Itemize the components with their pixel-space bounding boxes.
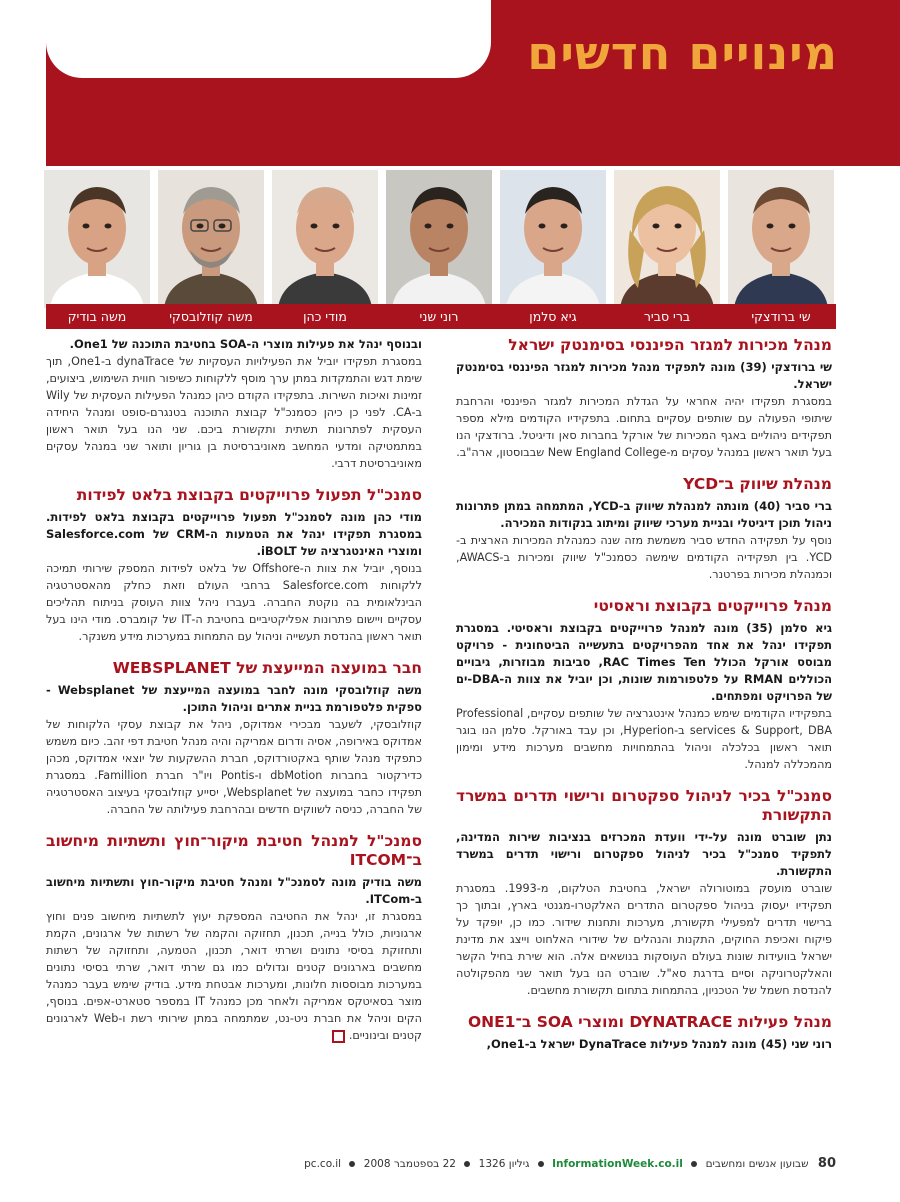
caption-strip [46,304,836,329]
article-section [456,336,832,461]
section-body-text: בנוסף, יוביל את צוות ה-Offshore של בלאט לפידות המספק שירותי תמיכה ללקוחות Salesforce.com ברחבי העולם וזאת כחלק מהאסטרטגיה הבינלאומית בה נוקטת החברה. בעברו ניהל צוות העוסק בניתוח תהליכים עסקיים ויישום פתרונות אפליקטיביים בחטיבת ה-IT של קומברס. מודי הינו בעל תואר ראשון בהנדסת תעשייה וניהול עם התמחות במערכות מידע משנקר. [46,562,423,643]
section-heading: מנהלת שיווק ב־YCD [683,475,832,493]
section-body-text: במסגרת תפקידו יהיה אחראי על הגדלת המכירות למגזר הפיננסי והרחבת שיתופי הפעולה עם שותפים עסקיים בתחום. בתפקידיו הקודמים מילא מספר תפקידים ניהוליים באגף המכירות של אורקל בחברות סאן ודיגיטל. ברודצקי הנו בעל תואר ראשון במנהל עסקים מ-New England College שבבוסטון, ארה"ב. [456,395,832,459]
page-title: מינויים חדשים [527,26,838,80]
section-lead: משה קוזלובסקי מונה לחבר במועצה המייעצת של Websplanet - ספקית פלטפורמת בניית אתרים וניהול התוכן. [46,683,422,714]
header-notch [46,0,491,78]
issue-date: 22 בספטמבר 2008 [363,1158,456,1170]
article-section [46,659,422,818]
section-lead: רוני שני (45) מונה למנהל פעילות DynaTrace ישראל ב-One1, [486,1037,832,1051]
section-heading: סמנכ"ל תפעול פרוייקטים בקבוצת בלאט לפידות [76,486,422,504]
end-of-article-icon [332,1030,345,1043]
section-body [46,908,422,1044]
article-section [456,475,832,583]
issue-number: גיליון 1326 [478,1158,530,1170]
bullet-icon [691,1161,697,1167]
section-body-text: במסגרת תפקידו יוביל את הפעילויות העסקיות של dynaTrace ב-One1, תוך שימת דגש והתמקדות במתן ערך מוסף ללקוחות כשיפור חווית השימוש, ביצועים, זמינות ואיכות השירות. בתפקידו הקודם כיהן כמנהל הפעילות העסקית של Wily ב-CA. לפני כן כיהן כסמנכ"ל קבוצת התוכנה בטנגרם-סופט ומנהל היחידה העסקית לפתרונות תשתית ותקשורת ביכם. שני הנו בעל תואר ראשון במתמטיקה ומדעי המחשב מאוניברסיטת בן גוריון ותואר שני במנהל עסקים מאוניברסיטת דרבי. [46,355,422,470]
article-section [456,597,832,773]
portrait-caption: רוני שני [419,309,459,324]
section-heading: חבר במועצה המייעצת של WEBSPLANET [112,659,422,677]
section-lead: נתן שוברט מונה על-ידי וועדת המכרזים בנציבות שירות המדינה, לתפקיד סמנכ"ל בכיר לניהול ספקטרום ורישוי תדרים במשרד התקשורת. [456,830,832,878]
portrait-caption: מודי כהן [303,309,347,324]
section-lead: גיא סלמן (35) מונה למנהל פרוייקטים בקבוצת וראסיטי. במסגרת תפקידו ינהל את אחד מהפרויקטים בתעשייה הביטחונית - פרויקט מבוסס אורקל הכולל RAC Times Ten, סביבות מבוזרות, גיבויים הכוללים RMAN על פלטפורמות שונות, וכן יוביל את צוות ה-DBA-ים של הפרויקט ומפתחים. [456,621,832,703]
section-body [456,705,832,773]
section-body [46,716,422,818]
section-heading: מנהל מכירות למגזר הפיננסי בסימנטק ישראל [508,336,832,354]
pc-site-link[interactable]: pc.co.il [304,1158,342,1170]
section-lead: שי ברודצקי (39) מונה לתפקיד מנהל מכירות למגזר הפיננסי בסימנטק ישראל. [456,360,832,391]
photo-strip [46,170,836,310]
section-body-text: במסגרת זו, ינהל את החטיבה המספקת יעוץ לתשתיות מיחשוב פנים וחוץ ארגוניות, כולל בנייה, תכנון, תחזוקה והקמה של רשתות של ארגונים, הקמת ותחזוקת בסיסי נתונים ושרתי דואר, תכנון, הטמעה, ותחזוקה של רשתות מחשבים בארגונים קטנים וגדולים כמו גם שרתי דואר, שרתי בסיסי נתונים במערכות מבוססות חלונות, ומערכות אבטחת מידע. בודיק שימש בעבר כמנהל מוצר בסאיטקס אמריקה ולאחר מכן כמנהל IT במספר סטארט-אפים. בנוסף, הקים וניהל את חברת ניט-נט, שמתמחה במתן שירותי רשת ו-Web לארגונים קטנים ובינוניים. [46,910,423,1042]
portrait-photo [158,170,264,308]
portrait-caption: ברי סביר [643,309,691,324]
section-body-text: נוסף על תפקידה החדש סביר משמשת מזה שנה כמנהלת המכירות הארצית ב-YCD. בין תפקידיה הקודמים שימשה כסמנכ"ל שיווק ומכירות ב-AWACS, וכמנהלת מכירות בפרטנר. [456,534,832,581]
page-footer [46,1156,836,1174]
page-number: 80 [817,1156,836,1171]
website-link[interactable]: InformationWeek.co.il [552,1158,683,1170]
section-body [46,560,422,645]
bullet-icon [349,1161,355,1167]
portrait-photo [272,170,378,308]
section-heading: מנהל פעילות DYNATRACE ומוצרי SOA ב־ONE1 [467,1013,832,1031]
portrait-caption: שי ברודצקי [751,309,811,324]
bullet-icon [464,1161,470,1167]
portrait-photo [44,170,150,308]
article-section [46,832,422,1044]
section-heading: מנהל פרוייקטים בקבוצת וראסיטי [593,597,832,615]
bullet-icon [538,1161,544,1167]
portrait-photo [500,170,606,308]
section-body [46,353,422,472]
publication-name: שבועון אנשים ומחשבים [705,1158,809,1170]
section-body-text: שוברט מועסק במוטורולה ישראל, בחטיבת הטלקום, מ-1993. במסגרת תפקידיו יעסוק בניהול ספקטרום התדרים האלקטרו-מגנטי בארץ, ובתוך כך ברישוי תדרים למפעילי תקשורת, מערכות ותחנות שידור. כמו כן, יופקד על פיקוח ואכיפת החוקים, התקנות והנהלים של שידורי האלחוט וייצג את מדינת ישראל בוועידות שונות בעולם העוסקות בנושאים אלה. הוא שירת בחיל הקשר והאלקטרוניקה וסיים בדרגת סא"ל. שוברט הנו בעל תואר שני מהפקולטה להנדסת חשמל של הטכניון, בהתמחות בתחום תקשורת מחשבים. [456,882,833,997]
section-body [456,880,832,999]
portrait-photo [728,170,834,308]
portrait-caption: משה קוזלובסקי [169,309,253,324]
section-lead: ובנוסף ינהל את פעילות מוצרי ה-SOA בחטיבת התוכנה של One1. [69,337,422,351]
article-section [456,1013,832,1053]
portrait-caption: משה בודיק [67,309,127,324]
left-column [46,336,422,1044]
section-heading: סמנכ"ל למנהל חטיבת מיקור־חוץ ותשתיות מיחשוב ב־ITCOM [46,832,422,869]
right-column [456,336,832,1053]
portrait-caption: גיא סלמן [529,309,577,324]
article-section [456,787,832,999]
section-lead: ברי סביר (40) מונתה למנהלת שיווק ב-YCD, המתמחה במתן פתרונות ניהול תוכן דיגיטלי ובניית מערכי שיווק ומיתוג בנקודות המכירה. [456,499,832,530]
article-section [46,486,422,645]
article-section [46,336,422,472]
section-body [456,393,832,461]
section-lead: מודי כהן מונה לסמנכ"ל תפעול פרוייקטים בקבוצת בלאט לפידות. במסגרת תפקידו ינהל את הטמעות ה-CRM של Salesforce.com ומוצרי האינטגרציה של iBOLT. [46,510,423,558]
section-body [456,532,832,583]
section-body-text: בתפקידיו הקודמים שימש כמנהל אינטגרציה של שותפים עסקיים, Professional services & Support, DBA ב-Hyperion, וכן עבד באורקל. סלמן הנו בוגר תואר ראשון בכלכלה וניהול בהתמחויות מחשבים מערכות מידע ומימון מהמכללה למנהל. [456,707,832,771]
section-lead: משה בודיק מונה לסמנכ"ל ומנהל חטיבת מיקור-חוץ ותשתיות מיחשוב ב-ITCom. [46,875,422,906]
section-heading: סמנכ"ל בכיר לניהול ספקטרום ורישוי תדרים במשרד התקשורת [456,787,832,824]
portrait-photo [614,170,720,308]
section-body-text: קוזלובסקי, לשעבר מבכירי אמדוקס, ניהל את קבוצת עסקי הלקוחות של אמדוקס באירופה, אסיה ודרום אמריקה והיה מנהל חטיבת דפי זהב. כיום משמש כתפקיד מנהל שותף באקטורדוקס, חברת ההשקעות של יוצאי אמדוקס, מכהן כדירקטור בחברות dbMotion ו-Pontis ויו"ר חברת Famillion. במסגרת תפקידו כחבר במועצה של Websplanet, יסייע קוזלובסקי בעיצוב האסטרטגיה של החברה, כניסה לשווקים חדשים ובהרחבת פעילותה של החברה. [46,718,423,816]
portrait-photo [386,170,492,308]
